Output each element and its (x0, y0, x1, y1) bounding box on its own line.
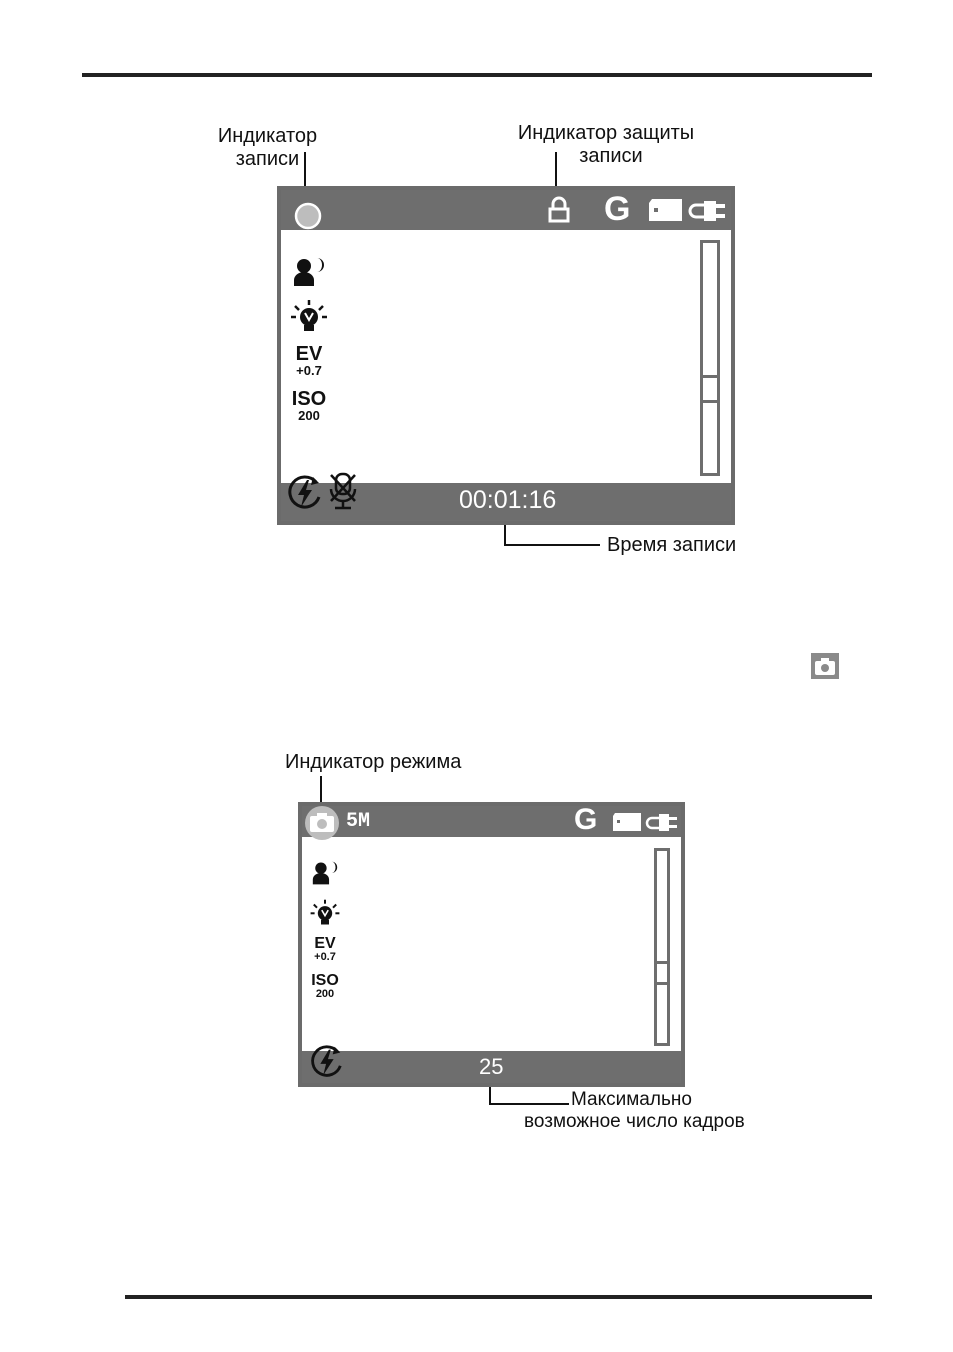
sd-card-icon (647, 197, 685, 223)
power-plug-icon (688, 196, 728, 224)
flash-auto-icon-2 (308, 1043, 346, 1081)
top-status-bar (281, 190, 731, 230)
iso-label: ISO (291, 388, 327, 410)
mic-off-icon (327, 471, 359, 511)
white-balance-bulb-icon (289, 298, 329, 334)
top-rule (82, 73, 872, 77)
zoom-marker (703, 375, 717, 403)
sd-card-icon-2 (611, 811, 643, 833)
iso-label-2: ISO (311, 972, 339, 989)
power-plug-icon-2 (645, 810, 679, 834)
zoom-marker-2 (657, 961, 667, 985)
zoom-bar-2 (654, 848, 670, 1046)
bottom-status-bar-2 (302, 1051, 681, 1083)
time-callout-vertical (504, 525, 506, 546)
lock-label-line1: Индикатор защиты (517, 122, 695, 144)
ev-value: +0.7 (296, 363, 322, 378)
frames-label-line2: возможное число кадров (524, 1111, 745, 1132)
rec-callout-line (304, 152, 306, 187)
camera-icon (810, 652, 840, 680)
camera-mode-icon (303, 806, 341, 840)
time-callout-horizontal (504, 544, 600, 546)
ev-indicator-2 (306, 936, 344, 963)
record-dot-icon (293, 201, 323, 231)
iso-value: 200 (298, 408, 320, 423)
rec-indicator-label (200, 125, 335, 171)
quality-indicator: G (604, 190, 631, 228)
iso-indicator-2 (306, 973, 344, 1000)
record-time-label: Время записи (607, 534, 737, 556)
lock-label-line2: записи (579, 145, 643, 167)
bottom-rule (125, 1295, 872, 1299)
night-portrait-icon-2 (310, 860, 340, 886)
mode-indicator-label: Индикатор режима (285, 751, 462, 773)
ev-label: EV (295, 343, 323, 365)
lock-indicator-label (500, 122, 712, 168)
night-portrait-icon (291, 256, 327, 288)
iso-indicator (287, 389, 331, 422)
iso-value-2: 200 (315, 988, 335, 1000)
white-balance-bulb-icon-2 (309, 898, 341, 927)
ev-value-2: +0.7 (314, 951, 336, 963)
mode-callout-line (320, 776, 322, 804)
ev-label-2: EV (314, 935, 336, 952)
record-time: 00:01:16 (459, 486, 557, 514)
bottom-status-bar (281, 483, 731, 521)
rec-label-line1: Индикатор (217, 125, 318, 147)
zoom-bar (700, 240, 720, 476)
frames-callout-horizontal (489, 1103, 569, 1105)
lock-icon (547, 196, 571, 224)
lock-callout-line (555, 152, 557, 186)
rec-label-line2: записи (235, 148, 300, 170)
frames-label-line1: Максимально (571, 1089, 692, 1110)
top-status-bar-2 (302, 803, 681, 837)
photo-preview-screen (298, 802, 685, 1087)
resolution-indicator: 5M (346, 810, 371, 833)
flash-auto-icon (285, 473, 325, 513)
quality-indicator-2: G (574, 803, 598, 836)
frames-remaining: 25 (479, 1054, 504, 1079)
video-preview-screen (277, 186, 735, 525)
ev-indicator (287, 344, 331, 377)
